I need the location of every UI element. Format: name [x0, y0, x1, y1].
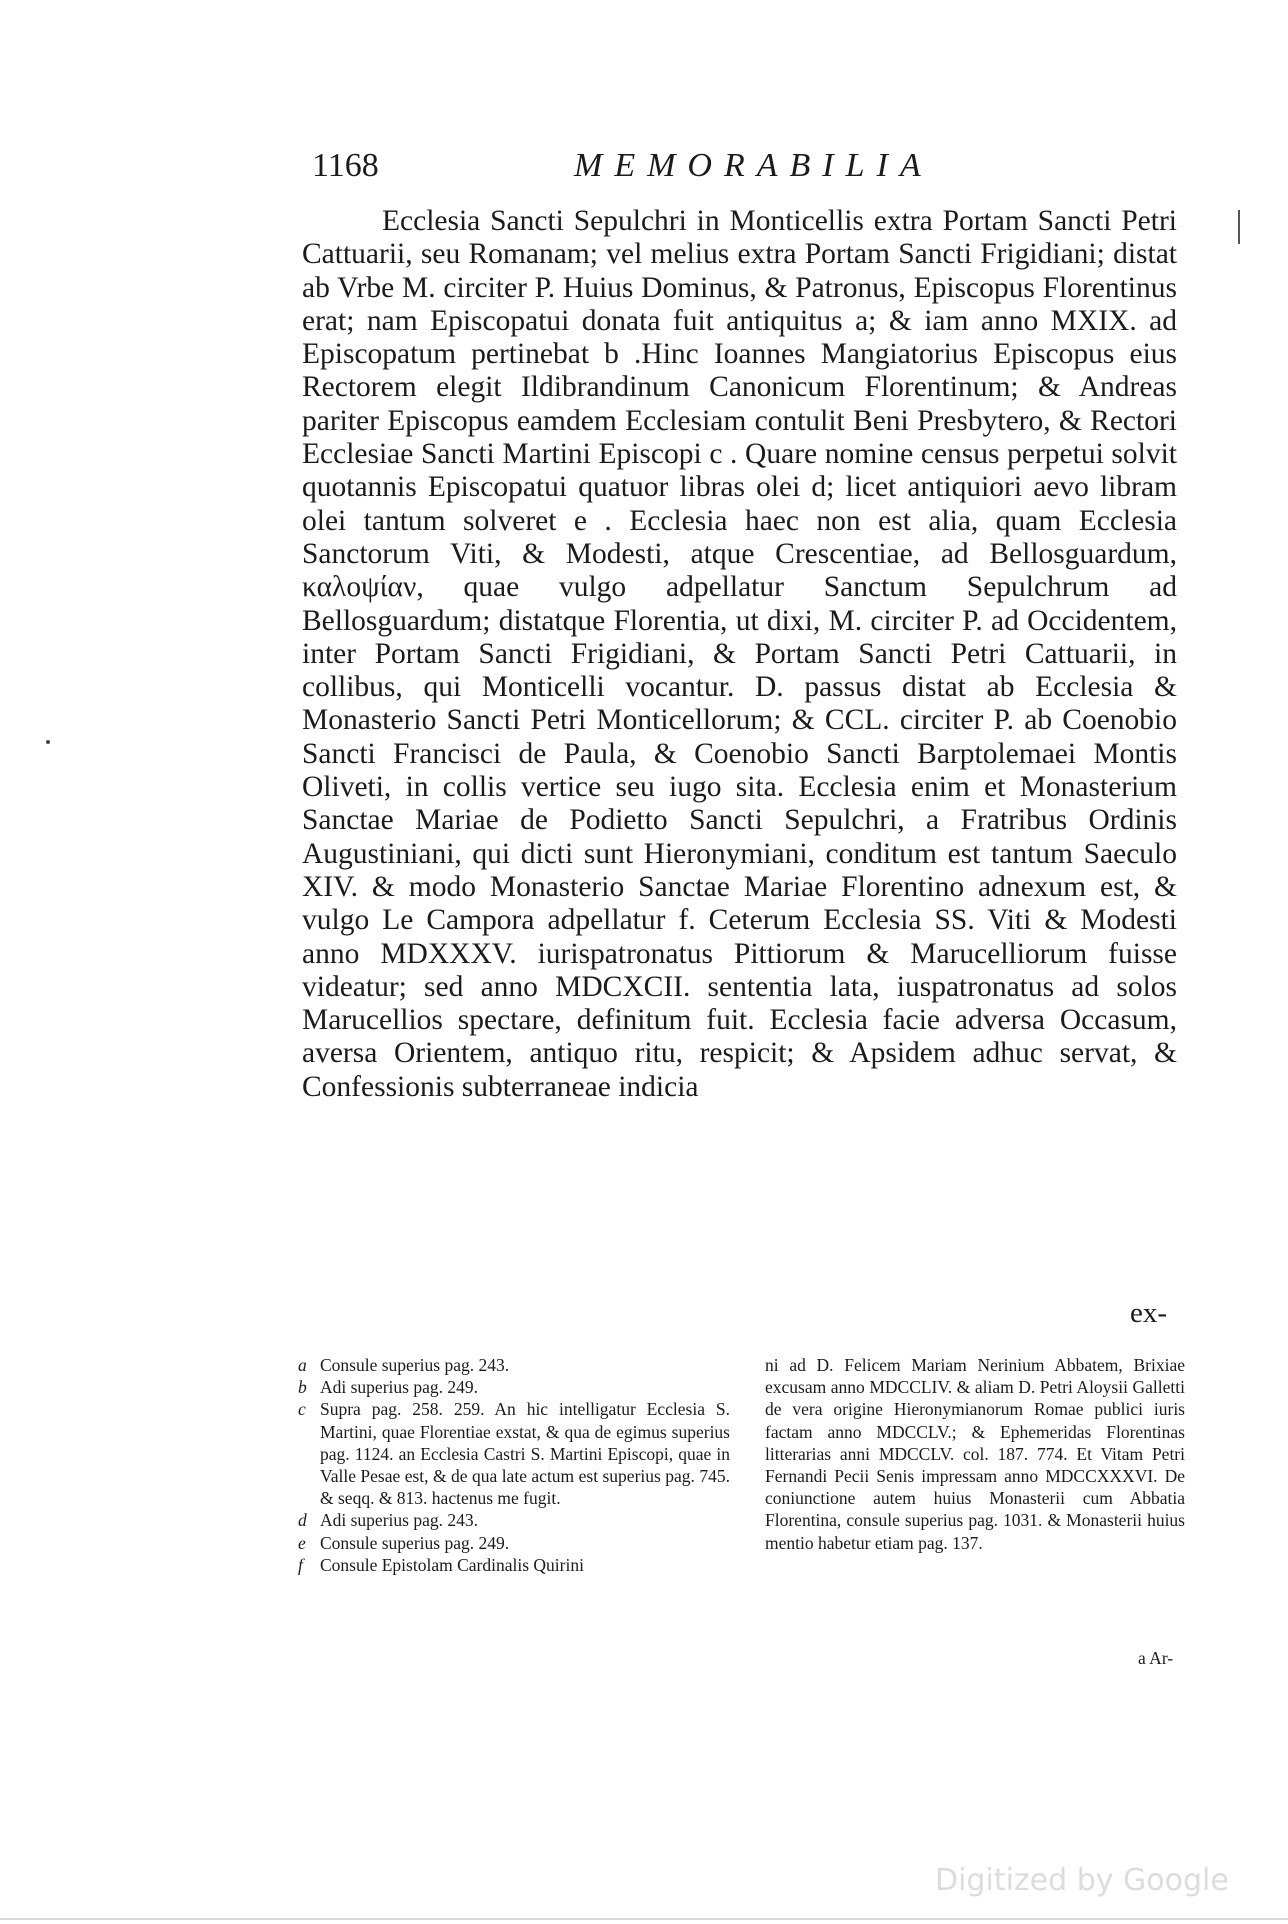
running-title: MEMORABILIA: [574, 147, 933, 184]
main-text-block: [302, 205, 1177, 1104]
footnote-f-continued: ni ad D. Felicem Mariam Nerinium Abbatem, Brixiae excusam anno MDCCLIV. & aliam D. Petri Aloysii Galletti de vera origine Hieronymianorum Romae publici iuris factam anno MDCCLV.; & Ephemeridas Florentinas litterarias anni MDCCLV. col. 187. 774. Et Vitam Petri Fernandi Pecii Senis impressam anno MDCCXXXVI. De coniunctione autem huius Monasterii cum Abbatia Florentina, consule superius pag. 1031. & Monasterii huius mentio habetur etiam pag. 137.: [765, 1355, 1185, 1553]
ink-speck: [46, 740, 50, 744]
footnote-b: b Adi superius pag. 249.: [298, 1377, 478, 1398]
footnote-d: d Adi superius pag. 243.: [298, 1510, 478, 1531]
page-number: 1168: [312, 147, 379, 184]
page-bottom-edge: [0, 1918, 1288, 1920]
google-watermark: Digitized by Google: [935, 1863, 1229, 1898]
footnote-a: a Consule superius pag. 243.: [298, 1355, 510, 1375]
footnote-f: f Consule Epistolam Cardinalis Quirini: [298, 1554, 584, 1575]
footnotes-left-column: [298, 1354, 730, 1576]
footnotes-right-column: [765, 1354, 1185, 1554]
page-header: [312, 147, 1182, 191]
footnote-catchword: a Ar-: [1138, 1648, 1174, 1668]
margin-mark: [1238, 210, 1240, 244]
footnote-e: e Consule superius pag. 249.: [298, 1532, 510, 1553]
footnote-c: c Supra pag. 258. 259. An hic intelligatur Ecclesia S. Martini, quae Florentiae exstat, & qua de egimus superius pag. 1124. an Ecclesia Castri S. Martini Episcopi, quae in Valle Pesae est, & de qua late actum est superius pag. 745. & seqq. & 813. hactenus me fugit.: [298, 1399, 730, 1509]
main-paragraph: Ecclesia Sancti Sepulchri in Monticellis extra Portam Sancti Petri Cattuarii, seu Romanam; vel melius extra Portam Sancti Frigidiani; distat ab Vrbe M. circiter P. Huius Dominus, & Patronus, Episcopus Florentinus erat; nam Episcopatui donata fuit antiquitus a; & iam anno MXIX. ad Episcopatum pertinebat b .Hinc Ioannes Mangiatorius Episcopus eius Rectorem elegit Ildibrandinum Canonicum Florentinum; & Andreas pariter Episcopus eamdem Ecclesiam contulit Beni Presbytero, & Rectori Ecclesiae Sancti Martini Episcopi c . Quare nomine census perpetui solvit quotannis Episcopatui quatuor libras olei d; licet antiquiori aevo libram olei tantum solveret e . Ecclesia haec non est alia, quam Ecclesia Sanctorum Viti, & Modesti, atque Crescentiae, ad Bellosguardum, καλοψίαν, quae vulgo adpellatur Sanctum Sepulchrum ad Bellosguardum; distatque Florentia, ut dixi, M. circiter P. ad Occidentem, inter Portam Sancti Frigidiani, & Portam Sancti Petri Cattuarii, in collibus, qui Monticelli vocantur. D. passus distat ab Ecclesia & Monasterio Sancti Petri Monticellorum; & CCL. circiter P. ab Coenobio Sancti Francisci de Paula, & Coenobio Sancti Barptolemaei Montis Oliveti, in collis vertice seu iugo sita. Ecclesia enim et Monasterium Sanctae Mariae de Podietto Sancti Sepulchri, a Fratribus Ordinis Augustiniani, qui dicti sunt Hieronymiani, conditum est tantum Saeculo XIV. & modo Monasterio Sanctae Mariae Florentino adnexum est, & vulgo Le Campora adpellatur f. Ceterum Ecclesia SS. Viti & Modesti anno MDXXXV. iurispatronatus Pittiorum & Marucelliorum fuisse videatur; sed anno MDCXCII. sententia lata, iuspatronatus ad solos Marucellios spectare, definitum fuit. Ecclesia facie adversa Occasum, aversa Orientem, antiquo ritu, respicit; & Apsidem adhuc servat, & Confessionis subterraneae indicia: [302, 205, 1177, 1103]
catchword: ex-: [1130, 1297, 1168, 1329]
